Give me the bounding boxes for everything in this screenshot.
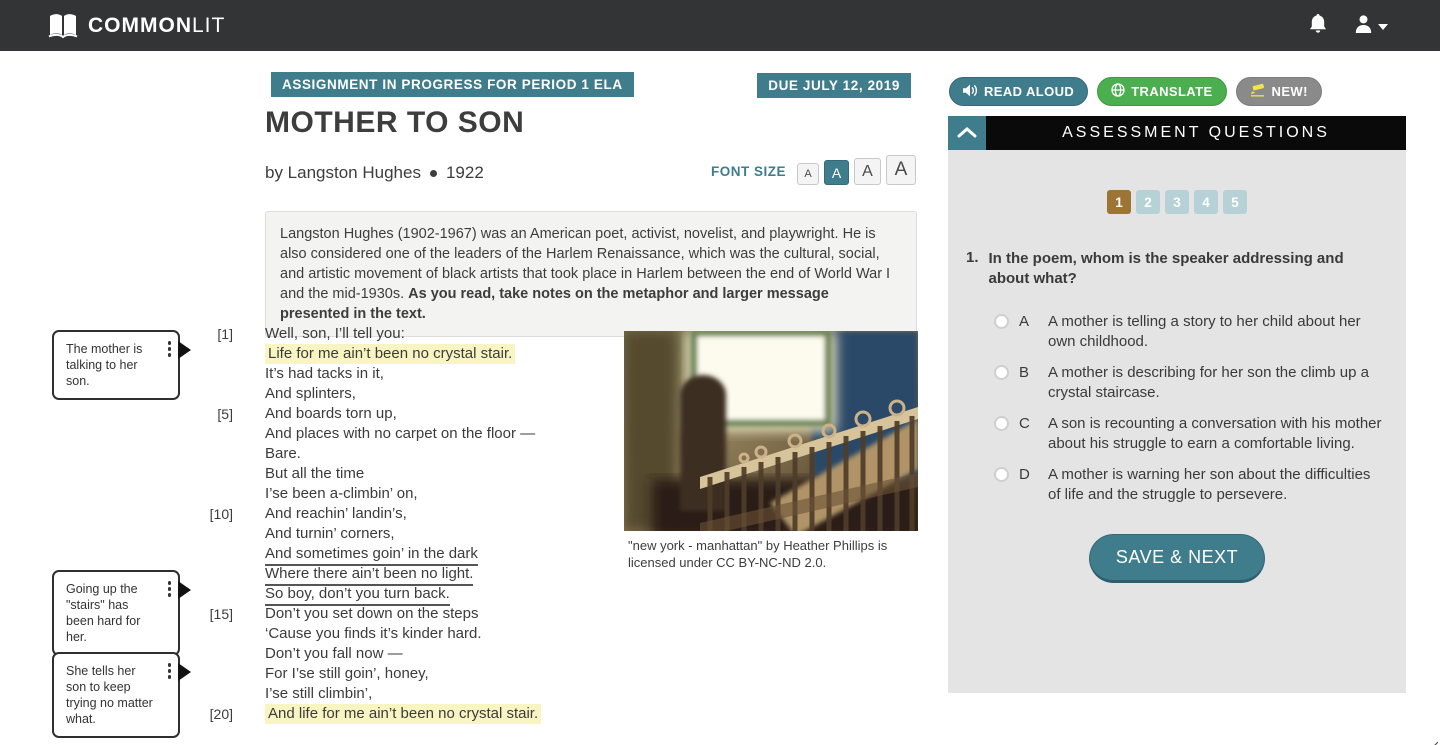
year: 1922 <box>445 163 484 182</box>
annotation-note[interactable] <box>52 330 180 400</box>
font-size-large-button[interactable]: A <box>854 158 881 185</box>
caret-down-icon <box>1378 18 1388 33</box>
question-page-4[interactable]: 4 <box>1194 190 1218 214</box>
poem-line-text[interactable]: Life for me ain’t been no crystal stair. <box>265 344 515 364</box>
poem-line-number: [15] <box>209 606 233 622</box>
poem-line-text[interactable]: It’s had tacks in it, <box>265 365 384 382</box>
poem-line-text[interactable]: I’se still climbin’, <box>265 685 373 702</box>
font-size-small-button[interactable]: A <box>797 163 819 185</box>
poem-line <box>178 584 541 604</box>
poem-line-text[interactable]: But all the time <box>265 465 365 482</box>
poem-line <box>178 544 541 564</box>
author-intro-box <box>265 211 917 337</box>
collapse-panel-button[interactable] <box>948 116 986 150</box>
panel-title: ASSESSMENT QUESTIONS <box>986 116 1406 150</box>
poem-line-text[interactable]: And splinters, <box>265 385 356 402</box>
panel-body <box>948 150 1406 693</box>
account-menu-button[interactable] <box>1355 15 1388 36</box>
poem-line-text[interactable]: And sometimes goin’ in the dark <box>265 544 478 566</box>
assignment-status-badge: ASSIGNMENT IN PROGRESS FOR PERIOD 1 ELA <box>271 72 634 97</box>
answer-option-c[interactable] <box>994 414 1406 454</box>
option-letter: C <box>1019 415 1030 432</box>
answer-option-d[interactable] <box>994 465 1406 505</box>
font-size-control <box>711 155 916 185</box>
option-letter: B <box>1019 364 1030 381</box>
poem-line-text[interactable]: So boy, don’t you turn back. <box>265 584 450 606</box>
panel-header <box>948 116 1406 150</box>
highlighter-pencil-icon <box>1250 83 1266 100</box>
annotation-note[interactable] <box>52 652 180 738</box>
poem-line <box>178 444 541 464</box>
resize-grip-icon[interactable] <box>1430 735 1438 743</box>
poem-line-text[interactable]: Bare. <box>265 445 301 462</box>
question-pager <box>948 150 1406 214</box>
page-title: MOTHER TO SON <box>265 106 525 139</box>
answer-options <box>994 312 1406 505</box>
kebab-menu-icon[interactable] <box>168 341 172 357</box>
poem-line <box>178 384 541 404</box>
radio-button[interactable] <box>994 416 1009 431</box>
commonlit-logo[interactable] <box>48 13 225 39</box>
poem-line <box>178 504 541 524</box>
byline-separator-dot <box>430 170 437 177</box>
annotation-text: She tells her son to keep trying no matter what. <box>66 664 153 726</box>
annotation-text: Going up the "stairs" has been hard for her. <box>66 582 141 644</box>
poem-line-text[interactable]: And places with no carpet on the floor — <box>265 425 536 442</box>
reading-tools <box>949 77 1322 106</box>
intro-text: Langston Hughes (1902-1967) was an American poet, activist, novelist, and playwright. He is also considered one of the leaders of the Harlem Renaissance, which was the cultural, social, and artistic movement of black artists that took place in Harlem between the end of World War I and the mid-1930s. <box>280 226 891 302</box>
poem-line-text[interactable]: Where there ain’t been no light. <box>265 564 473 586</box>
poem-line-text[interactable]: I’se been a-climbin’ on, <box>265 485 418 502</box>
question-page-1[interactable]: 1 <box>1107 190 1131 214</box>
poem-line-text[interactable]: Don’t you set down on the steps <box>265 605 479 622</box>
user-icon <box>1355 15 1372 36</box>
poem-line <box>178 604 541 624</box>
due-date-badge: DUE JULY 12, 2019 <box>757 73 911 98</box>
radio-button[interactable] <box>994 314 1009 329</box>
annotation-note[interactable] <box>52 570 180 656</box>
open-book-icon <box>48 13 78 39</box>
read-aloud-label: READ ALOUD <box>984 84 1075 99</box>
notifications-button[interactable] <box>1309 14 1327 37</box>
poem-line <box>178 564 541 584</box>
poem-line <box>178 404 541 424</box>
question-page-3[interactable]: 3 <box>1165 190 1189 214</box>
staircase-photo <box>624 331 918 531</box>
poem-line <box>178 644 541 664</box>
option-letter: D <box>1019 466 1030 483</box>
poem-line <box>178 364 541 384</box>
radio-button[interactable] <box>994 365 1009 380</box>
poem-line-text[interactable]: For I’se still goin’, honey, <box>265 665 429 682</box>
assessment-questions-panel <box>948 116 1406 693</box>
question-number: 1. <box>966 249 979 266</box>
poem-line-number: [5] <box>217 406 233 422</box>
globe-icon <box>1111 83 1125 100</box>
option-text: A son is recounting a conversation with his mother about his struggle to earn a comfortable living. <box>1048 415 1382 452</box>
annotation-text: The mother is talking to her son. <box>66 342 143 388</box>
chevron-up-icon <box>957 126 977 141</box>
poem-line <box>178 704 541 724</box>
poem-line <box>178 464 541 484</box>
question <box>966 249 1386 289</box>
new-label: NEW! <box>1271 84 1308 99</box>
question-page-5[interactable]: 5 <box>1223 190 1247 214</box>
poem-line-text[interactable]: Don’t you fall now — <box>265 645 403 662</box>
save-next-button[interactable]: SAVE & NEXT <box>1089 534 1265 583</box>
new-feature-button[interactable] <box>1236 77 1322 106</box>
brand-text: COMMONLIT <box>88 13 226 37</box>
poem-line <box>178 344 541 364</box>
radio-button[interactable] <box>994 467 1009 482</box>
answer-option-b[interactable] <box>994 363 1406 403</box>
option-letter: A <box>1019 313 1030 330</box>
poem-line <box>178 424 541 444</box>
annotation-pointer-arrow <box>178 581 191 599</box>
poem-line-number: [10] <box>209 506 233 522</box>
poem-line <box>178 664 541 684</box>
image-caption: "new york - manhattan" by Heather Phillips is licensed under CC BY-NC-ND 2.0. <box>628 538 888 570</box>
speaker-icon <box>963 84 978 100</box>
author: by Langston Hughes <box>265 163 421 182</box>
byline <box>265 163 484 183</box>
poem-line-number: [1] <box>217 326 233 342</box>
question-page-2[interactable]: 2 <box>1136 190 1160 214</box>
poem-line-text[interactable]: Well, son, I’ll tell you: <box>265 324 405 346</box>
poem-line <box>178 624 541 644</box>
poem-line <box>178 484 541 504</box>
poem-line-text[interactable]: And life for me ain’t been no crystal stair. <box>265 704 541 724</box>
poem-line <box>178 524 541 544</box>
font-size-medium-button[interactable]: A <box>824 160 849 185</box>
read-aloud-button[interactable] <box>949 77 1088 106</box>
poem-line-text[interactable]: ‘Cause you finds it’s kinder hard. <box>265 625 482 642</box>
poem-line-number: [20] <box>209 706 233 722</box>
question-text: In the poem, whom is the speaker addressing and about what? <box>988 250 1344 287</box>
option-text: A mother is telling a story to her child about her own childhood. <box>1048 313 1361 350</box>
answer-option-a[interactable] <box>994 312 1406 352</box>
poem-line-text[interactable]: And turnin’ corners, <box>265 525 395 542</box>
translate-button[interactable] <box>1097 77 1226 106</box>
top-navbar <box>0 0 1440 51</box>
annotation-pointer-arrow <box>178 341 191 359</box>
intro-instruction: As you read, take notes on the metaphor and larger message presented in the text. <box>280 286 829 322</box>
option-text: A mother is describing for her son the climb up a crystal staircase. <box>1048 364 1369 401</box>
annotation-pointer-arrow <box>178 663 191 681</box>
font-size-label: FONT SIZE <box>711 164 786 179</box>
option-text: A mother is warning her son about the difficulties of life and the struggle to persevere. <box>1048 466 1371 503</box>
poem-line <box>178 324 541 344</box>
kebab-menu-icon[interactable] <box>168 581 172 597</box>
kebab-menu-icon[interactable] <box>168 663 172 679</box>
font-size-xlarge-button[interactable]: A <box>886 155 916 185</box>
translate-label: TRANSLATE <box>1131 84 1213 99</box>
bell-icon <box>1309 14 1327 37</box>
poem-line-text[interactable]: And boards torn up, <box>265 405 397 422</box>
poem-line <box>178 684 541 704</box>
poem-line-text[interactable]: And reachin’ landin’s, <box>265 505 407 522</box>
poem <box>178 324 541 724</box>
